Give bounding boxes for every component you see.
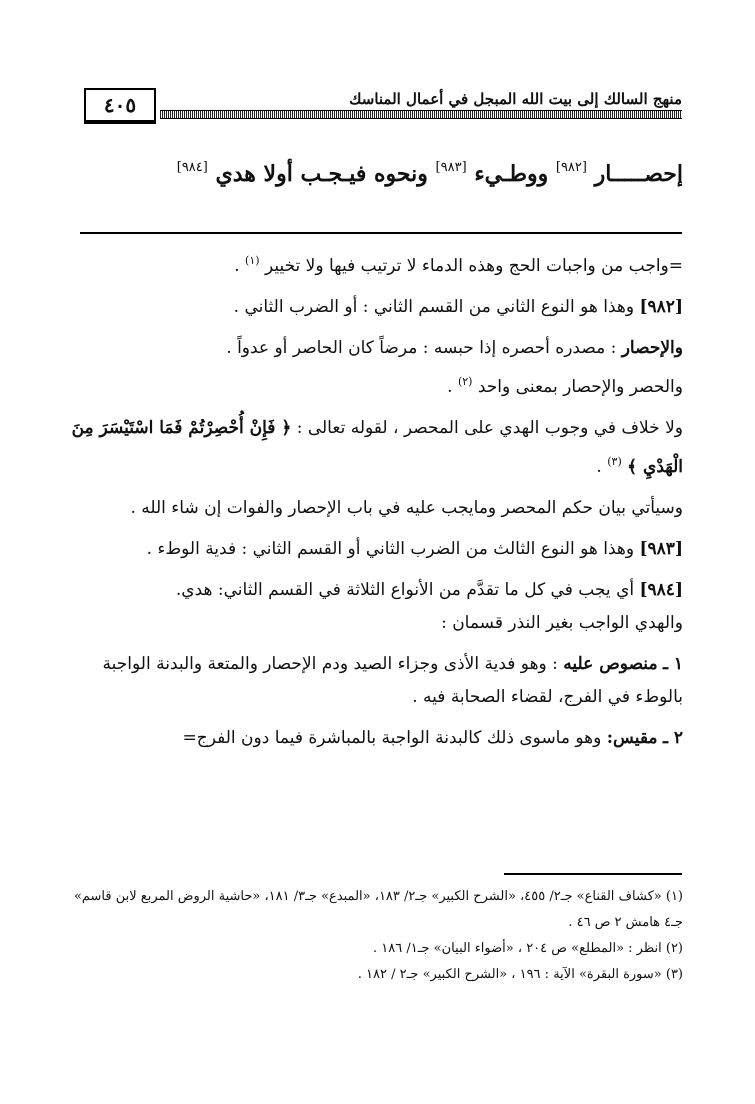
paragraph: ٢ ـ مقيس: وهو ماسوى ذلك كالبدنة الواجبة بالمباشرة فيما دون الفرج= bbox=[182, 728, 683, 748]
commentary bbox=[71, 244, 683, 763]
quran-verse: ﴿ فَإِنْ أُحْصِرْتُمْ فَمَا اسْتَيْسَرَ مِنَ الْهَدْيِ ﴾ bbox=[71, 418, 683, 477]
matn-word: ونحوه فيـجـب أولا هدي bbox=[215, 161, 428, 187]
paragraph: ولا خلاف في وجوب الهدي على المحصر ، لقوله تعالى : ﴿ فَإِنْ أُحْصِرْتُمْ فَمَا اسْتَيْسَرَ مِنَ الْهَدْيِ ﴾ $^{(٣)}$ . bbox=[71, 418, 683, 477]
page-number: ٤٠٥ bbox=[84, 88, 156, 124]
footnote-rule bbox=[504, 873, 682, 875]
matn-ref: [٩٨٤] bbox=[176, 160, 208, 175]
book-title: منهج السالك إلى بيت الله المبجل في أعمال المناسك bbox=[349, 90, 682, 108]
note-ref: [٩٨٤] bbox=[639, 580, 683, 600]
footnote: (٢) انظر : «المطلع» ص ٢٠٤ ، «أضواء البيان» جـ١/ ١٨٦ . bbox=[372, 941, 683, 956]
section-divider bbox=[80, 232, 682, 234]
running-header bbox=[84, 88, 682, 130]
note-ref: [٩٨٢] bbox=[639, 297, 683, 317]
footnote-marker: (٢) bbox=[457, 375, 473, 388]
matn-line bbox=[73, 160, 683, 187]
term: منصوص عليه bbox=[563, 654, 658, 674]
term: مقيس: bbox=[606, 728, 658, 748]
paragraph: [٩٨٢] وهذا هو النوع الثاني من القسم الثاني : أو الضرب الثاني . bbox=[233, 297, 683, 317]
matn-ref: [٩٨٢] bbox=[555, 160, 587, 175]
paragraph: [٩٨٣] وهذا هو النوع الثالث من الضرب الثاني أو القسم الثاني : فدية الوطء . bbox=[146, 539, 683, 559]
paragraph: وسيأتي بيان حكم المحصر ومايجب عليه في باب الإحصار والفوات إن شاء الله . bbox=[130, 498, 683, 518]
paragraph: ١ ـ منصوص عليه : وهو فدية الأذى وجزاء الصيد ودم الإحصار والمتعة والبدنة الواجبة بالوطء في الفرج، لقضاء الصحابة فيه . bbox=[102, 654, 683, 707]
matn-ref: [٩٨٣] bbox=[435, 160, 467, 175]
footnote-marker: (١) bbox=[245, 254, 260, 267]
note-ref: [٩٨٣] bbox=[639, 539, 683, 559]
paragraph: والإحصار : مصدره أحصره إذا حبسه : مرضاً كان الحاصر أو عدواً . والحصر والإحصار بمعنى واحد $^{(٢)}$ . bbox=[226, 338, 683, 397]
footnote: (٣) «سورة البقرة» الآية : ١٩٦ ، «الشرح الكبير» جـ٢ / ١٨٢ . bbox=[357, 967, 683, 982]
term: والإحصار bbox=[621, 338, 683, 358]
matn-word: ووطـيء bbox=[474, 161, 549, 187]
header-rule bbox=[160, 110, 682, 119]
footnotes bbox=[71, 884, 683, 988]
matn-word: إحصـــــار bbox=[594, 161, 683, 187]
footnote: (١) «كشاف القناع» جـ٢/ ٤٥٥، «الشرح الكبير» جـ٢/ ١٨٣، «المبدع» جـ٣/ ١٨١، «حاشية الروض المربع لابن قاسم» جـ٤ هامش ٢ ص ٤٦ . bbox=[73, 889, 683, 930]
list-number: ٢ ـ bbox=[662, 728, 683, 748]
list-number: ١ ـ bbox=[662, 654, 683, 674]
paragraph: =واجب من واجبات الحج وهذه الدماء لا ترتيب فيها ولا تخيير $^{(١)}$ . bbox=[234, 254, 683, 276]
paragraph: [٩٨٤] أي يجب في كل ما تقدَّم من الأنواع الثلاثة في القسم الثاني: هدي. والهدي الواجب بغير النذر قسمان : bbox=[175, 580, 683, 633]
footnote-marker: (٣) bbox=[607, 455, 622, 468]
